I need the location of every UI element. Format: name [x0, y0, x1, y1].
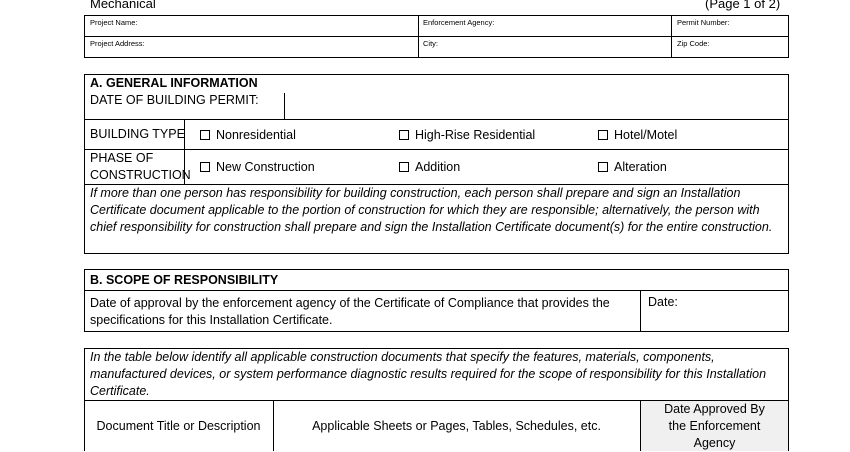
checkbox-nonresidential[interactable]: Nonresidential [200, 128, 296, 142]
building-type-label: BUILDING TYPE [90, 127, 185, 141]
phase-label: PHASE OF CONSTRUCTION [90, 151, 191, 182]
permit-number-input[interactable] [735, 16, 787, 35]
col-header-date-approved: Date Approved By the Enforcement Agency [641, 401, 788, 451]
city-input[interactable] [445, 37, 669, 56]
checkbox-icon [200, 130, 210, 140]
col-header-document-title: Document Title or Description [96, 419, 261, 433]
checkbox-icon [598, 162, 608, 172]
approval-date-input[interactable] [685, 292, 786, 330]
checkbox-high-rise-residential[interactable]: High-Rise Residential [399, 128, 535, 142]
checkbox-hotel-motel[interactable]: Hotel/Motel [598, 128, 677, 142]
checkbox-icon [598, 130, 608, 140]
checkbox-alteration[interactable]: Alteration [598, 160, 667, 174]
date-label: Date: [648, 295, 678, 309]
enforcement-agency-input[interactable] [500, 16, 669, 35]
project-address-label: Project Address: [90, 39, 145, 48]
project-name-input[interactable] [150, 16, 416, 35]
zip-code-input[interactable] [715, 37, 787, 56]
checkbox-new-construction[interactable]: New Construction [200, 160, 315, 174]
section-a-title: A. GENERAL INFORMATION [90, 76, 258, 90]
form-name: Mechanical [90, 0, 156, 11]
col-header-applicable-sheets: Applicable Sheets or Pages, Tables, Schedules, etc. [312, 419, 601, 433]
permit-number-label: Permit Number: [677, 18, 730, 27]
section-a-instruction: If more than one person has responsibility for building construction, each person shall prepare and sign an Installation Certificate document applicable to the portion of construction for which they are responsible; alternatively, the person with chief responsibility for construction shall prepare and sign the Installation Certificate document(s) for the entire construction. [90, 186, 773, 234]
city-label: City: [423, 39, 438, 48]
approval-text: Date of approval by the enforcement agency of the Certificate of Compliance that provides the specifications for this Installation Certificate. [90, 296, 610, 327]
documents-instruction: In the table below identify all applicable construction documents that specify the features, materials, components, manufactured devices, or system performance diagnostic results required for the scope of responsibility for this Installation Certificate. [90, 350, 767, 398]
project-name-label: Project Name: [90, 18, 138, 27]
checkbox-addition[interactable]: Addition [399, 160, 460, 174]
project-address-input[interactable] [150, 37, 416, 56]
enforcement-agency-label: Enforcement Agency: [423, 18, 495, 27]
page-number: (Page 1 of 2) [705, 0, 781, 11]
checkbox-icon [399, 162, 409, 172]
date-of-permit-label: DATE OF BUILDING PERMIT: [90, 93, 259, 107]
checkbox-icon [200, 162, 210, 172]
checkbox-icon [399, 130, 409, 140]
section-b-title: B. SCOPE OF RESPONSIBILITY [90, 273, 279, 287]
date-of-permit-input[interactable] [286, 94, 786, 119]
zip-code-label: Zip Code: [677, 39, 710, 48]
